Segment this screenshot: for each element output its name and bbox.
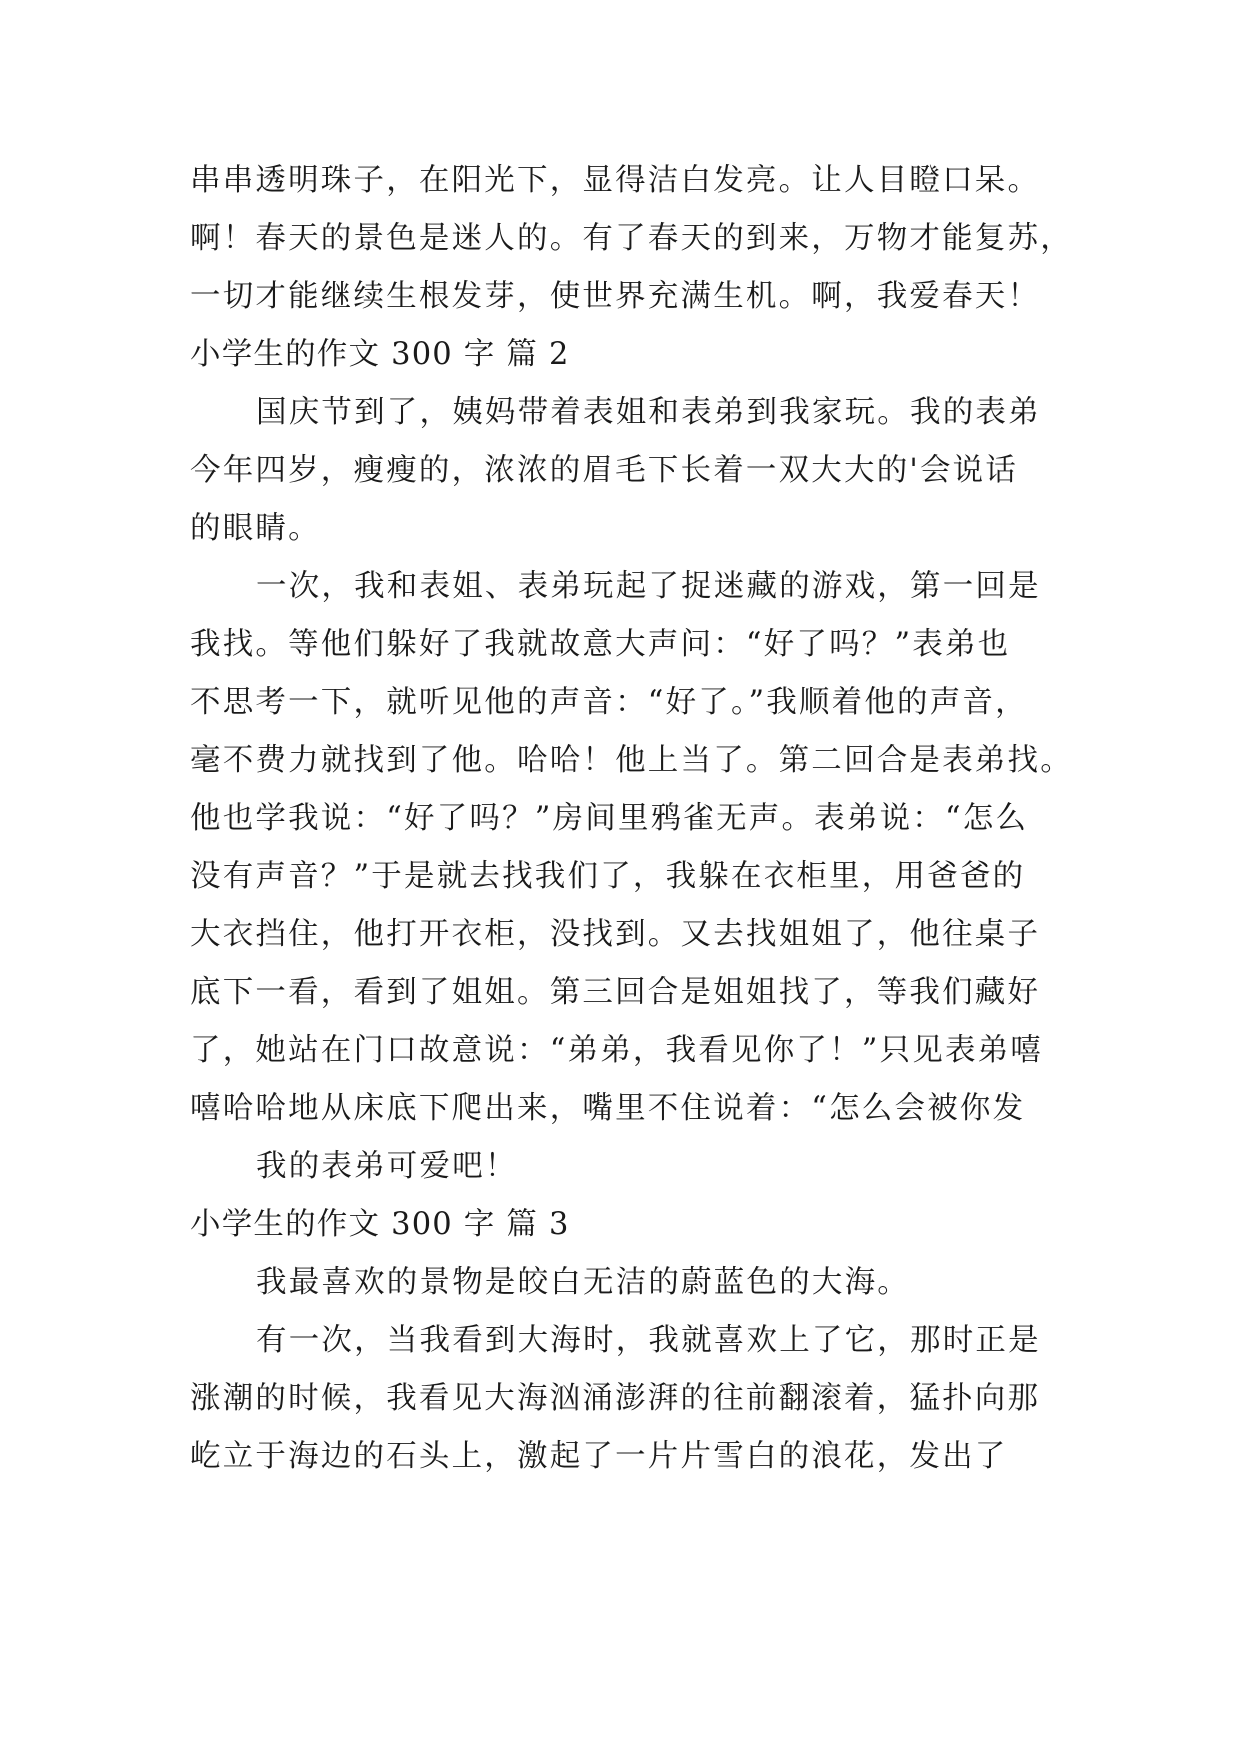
text-line: 今年四岁，瘦瘦的，浓浓的眉毛下长着一双大大的'会说话 (190, 453, 1019, 488)
text-line: 一切才能继续生根发芽，使世界充满生机。啊，我爱春天！ (190, 279, 1041, 314)
text-line: 毫不费力就找到了他。哈哈！他上当了。第二回合是表弟找。 (190, 743, 1073, 778)
text-line: 屹立于海边的石头上，激起了一片片雪白的浪花，发出了 (190, 1439, 1008, 1474)
text-line: 啊！春天的景色是迷人的。有了春天的到来，万物才能复苏， (190, 221, 1073, 256)
text-line: 一次，我和表姐、表弟玩起了捉迷藏的游戏，第一回是 (256, 569, 1041, 604)
text-line: 的眼睛。 (190, 511, 321, 546)
text-line: 我找。等他们躲好了我就故意大声问：“好了吗？”表弟也 (190, 627, 1011, 662)
text-line: 没有声音？”于是就去找我们了，我躲在衣柜里，用爸爸的 (190, 859, 1026, 894)
text-line: 他也学我说：“好了吗？”房间里鸦雀无声。表弟说：“怎么 (190, 801, 1029, 836)
text-line: 我最喜欢的景物是皎白无洁的蔚蓝色的大海。 (256, 1265, 910, 1300)
text-line: 大衣挡住，他打开衣柜，没找到。又去找姐姐了，他往桌子 (190, 917, 1041, 952)
section-heading: 小学生的作文 300 字 篇 2 (190, 337, 570, 372)
text-line: 了，她站在门口故意说：“弟弟，我看见你了！”只见表弟嘻 (190, 1033, 1044, 1068)
text-line: 不思考一下，就听见他的声音：“好了。”我顺着他的声音， (190, 685, 1028, 720)
text-line: 国庆节到了，姨妈带着表姐和表弟到我家玩。我的表弟 (256, 395, 1041, 430)
text-line: 嘻哈哈地从床底下爬出来，嘴里不住说着：“怎么会被你发 (190, 1091, 1026, 1126)
paragraph (190, 558, 1073, 1138)
paragraph (190, 1254, 1070, 1312)
continuation-paragraph (190, 152, 1073, 326)
paragraph (190, 1312, 1070, 1486)
text-line: 我的表弟可爱吧！ (256, 1149, 518, 1184)
text-line: 涨潮的时候，我看见大海汹涌澎湃的往前翻滚着，猛扑向那 (190, 1381, 1041, 1416)
text-line: 有一次，当我看到大海时，我就喜欢上了它，那时正是 (256, 1323, 1041, 1358)
paragraph (190, 1138, 1070, 1196)
section-heading: 小学生的作文 300 字 篇 3 (190, 1207, 570, 1242)
text-line: 底下一看，看到了姐姐。第三回合是姐姐找了，等我们藏好 (190, 975, 1041, 1010)
text-line: 串串透明珠子，在阳光下，显得洁白发亮。让人目瞪口呆。 (190, 163, 1041, 198)
document-page (190, 152, 1073, 1486)
paragraph (190, 384, 1070, 558)
